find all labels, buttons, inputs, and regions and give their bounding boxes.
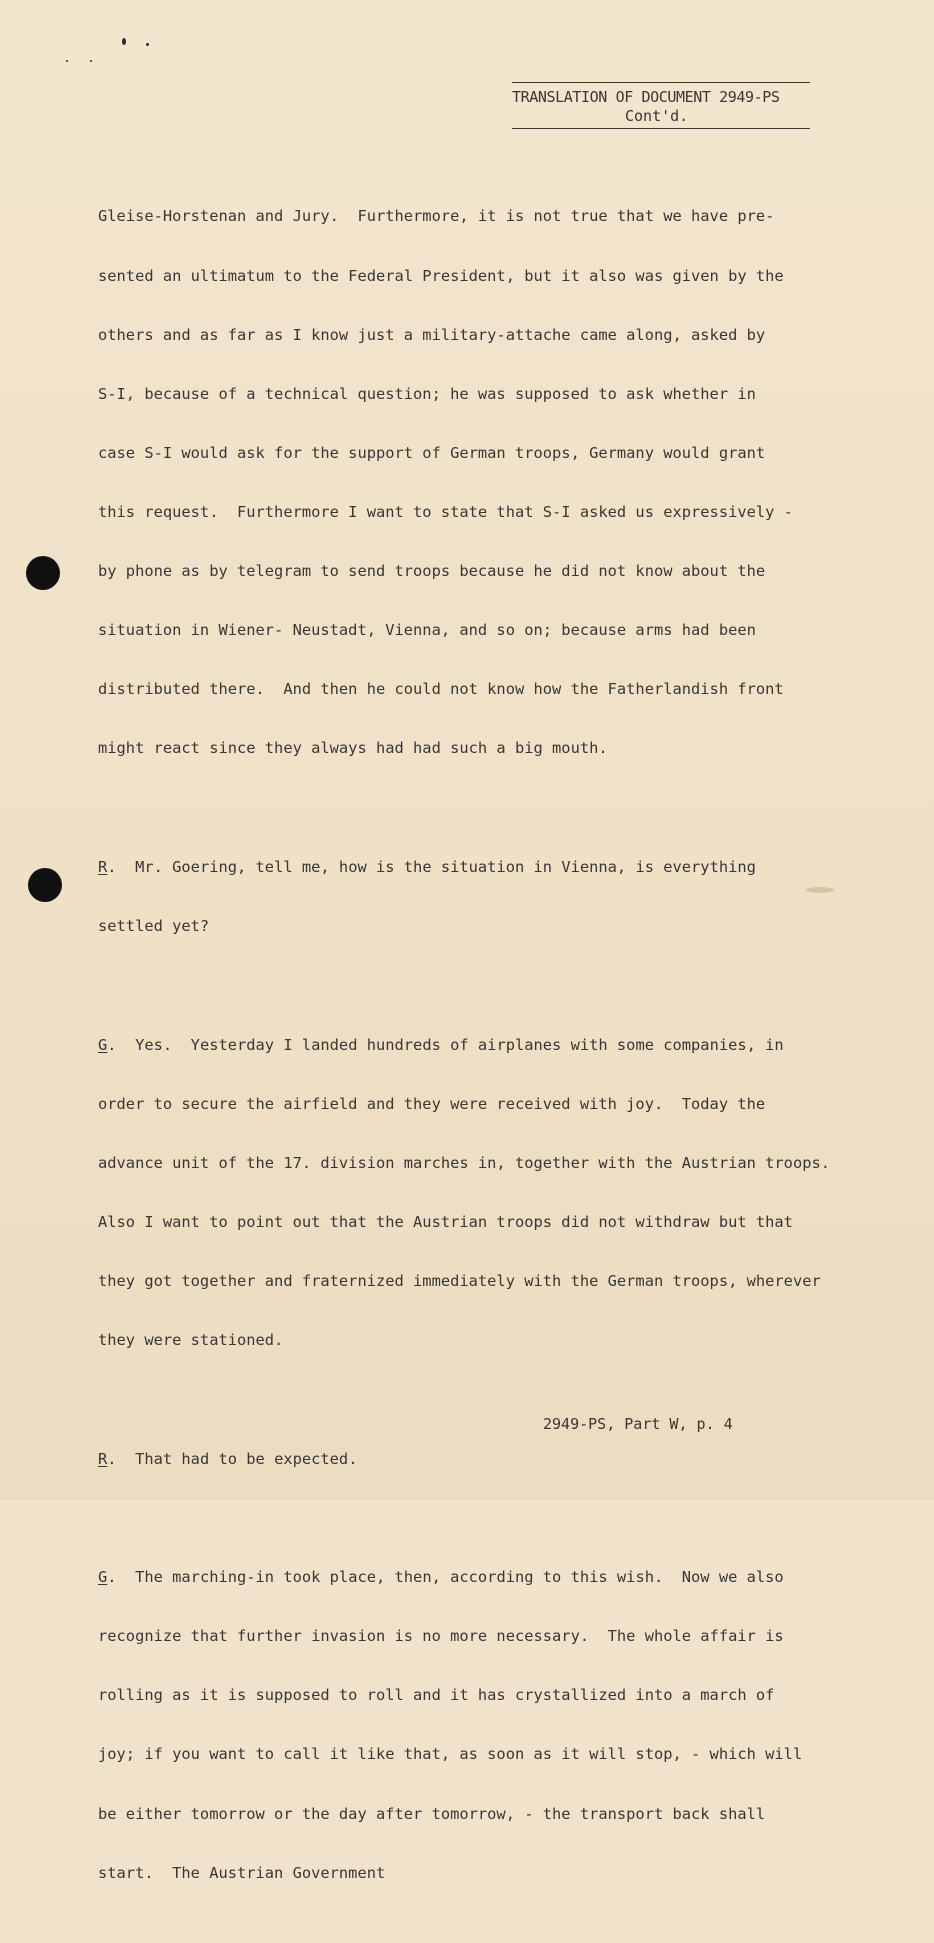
text-line: sented an ultimatum to the Federal President, but it also was given by the [98,266,784,285]
paragraph [98,1410,858,1509]
document-body [98,168,858,1943]
document-subtitle: Cont'd. [625,107,689,125]
text-line: they got together and fraternized immediately with the German troops, wherever [98,1271,821,1290]
text-line: be either tomorrow or the day after tomorrow, - the transport back shall [98,1804,766,1823]
text-line: this request. Furthermore I want to state that S-I asked us expressively - [98,502,793,521]
text-line [98,858,858,878]
text-segment: . The marching-in took place, then, according to this wish. Now we also [107,1568,784,1587]
speaker-label: R [98,857,108,876]
text-line: S-I, because of a technical question; he was supposed to ask whether in [98,384,756,403]
page-reference: 2949-PS, Part W, p. 4 [543,1415,733,1433]
text-line: advance unit of the 17. division marches in, together with the Austrian troops. [98,1153,831,1172]
paragraph [98,996,858,1390]
text-line: situation in Wiener- Neustadt, Vienna, and so on; because arms had been [98,621,756,640]
text-line: Also I want to point out that the Austrian troops did not withdraw but that [98,1212,793,1231]
text-line: rolling as it is supposed to roll and it has crystallized into a march of [98,1686,775,1705]
text-line [98,1568,858,1588]
text-segment: . That had to be expected. [107,1449,358,1468]
text-segment: . Mr. Goering, tell me, how is the situation in Vienna, is everything [107,857,756,876]
speaker-label: G [98,1035,108,1054]
text-line: case S-I would ask for the support of German troops, Germany would grant [98,443,766,462]
ink-speck [122,38,126,45]
ink-speck [90,60,92,62]
speaker-label: G [98,1568,108,1587]
speaker-label: R [98,1449,108,1468]
ink-speck [66,60,68,62]
punch-hole [28,868,62,902]
text-line: recognize that further invasion is no more necessary. The whole affair is [98,1627,784,1646]
text-line: order to secure the airfield and they were received with joy. Today the [98,1094,766,1113]
document-header [512,82,810,129]
paragraph [98,168,858,799]
text-line: they were stationed. [98,1331,284,1350]
ink-speck [146,43,149,46]
text-line: start. The Austrian Government [98,1863,386,1882]
header-rule [512,128,810,129]
punch-hole [26,556,60,590]
text-line: Gleise-Horstenan and Jury. Furthermore, it is not true that we have pre- [98,207,775,226]
text-line: might react since they always had had such a big mouth. [98,739,608,758]
paragraph [98,1529,858,1923]
text-segment: . Yes. Yesterday I landed hundreds of airplanes with some companies, in [107,1035,784,1054]
text-line: distributed there. And then he could not know how the Fatherlandish front [98,680,784,699]
header-rule [512,82,810,83]
text-line: others and as far as I know just a military-attache came along, asked by [98,325,766,344]
document-title: TRANSLATION OF DOCUMENT 2949-PS [512,88,780,106]
text-line: by phone as by telegram to send troops because he did not know about the [98,562,766,581]
paragraph [98,819,858,977]
text-line [98,1450,858,1470]
text-line [98,1036,858,1056]
text-line: joy; if you want to call it like that, as soon as it will stop, - which will [98,1745,803,1764]
text-line: settled yet? [98,917,210,936]
